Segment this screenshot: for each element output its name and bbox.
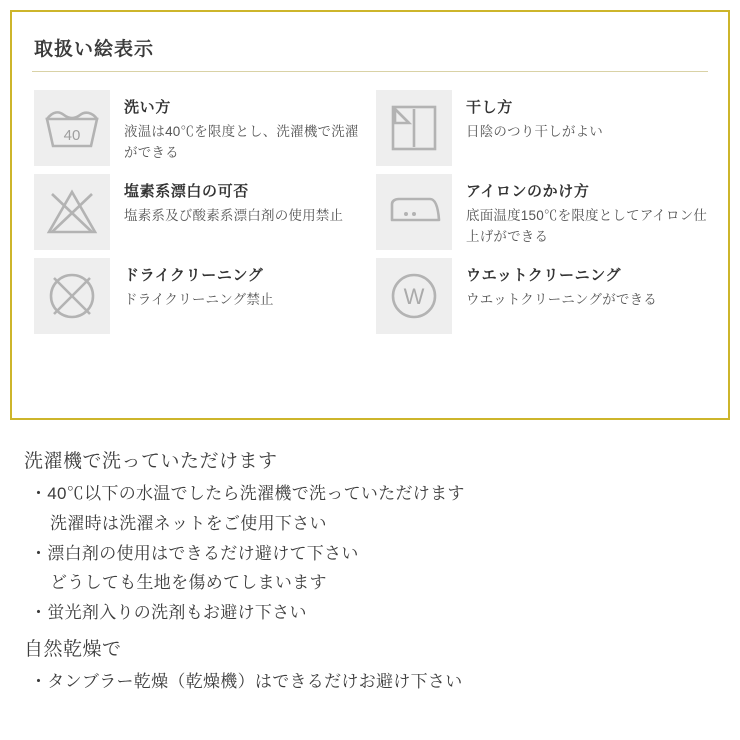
- care-item: [34, 90, 366, 166]
- care-item-head: 干し方: [466, 99, 513, 116]
- notes-section2-head: 自然乾燥で: [24, 638, 122, 660]
- care-notes: [22, 440, 722, 697]
- care-symbol-grid: [12, 72, 728, 334]
- svg-text:40: 40: [63, 127, 81, 144]
- notes-line: ・漂白剤の使用はできるだけ避けて下さい: [30, 543, 359, 563]
- no-dry-clean-circle-icon: [34, 258, 110, 334]
- care-symbol-card: [10, 10, 730, 420]
- notes-line: ・蛍光剤入りの洗剤もお避け下さい: [30, 603, 307, 622]
- care-item-desc: ウエットクリーニングができる: [466, 292, 657, 308]
- care-item: [376, 174, 708, 250]
- care-item-desc: 液温は40℃を限度とし、洗濯機で洗濯ができる: [124, 124, 359, 160]
- wash-tub-40-icon: [34, 90, 110, 166]
- wet-clean-w-circle-icon: [376, 258, 452, 334]
- care-item-head: アイロンのかけ方: [466, 183, 590, 200]
- care-item-text: [124, 258, 274, 311]
- care-item-text: [124, 90, 366, 163]
- no-bleach-triangle-icon: [34, 174, 110, 250]
- care-item-head: 洗い方: [124, 99, 171, 116]
- care-item-desc: 底面温度150℃を限度としてアイロン仕上げができる: [466, 208, 708, 244]
- care-item-desc: 日陰のつり干しがよい: [466, 124, 603, 140]
- care-item: [34, 258, 366, 334]
- care-item: [376, 90, 708, 166]
- care-item-text: [466, 258, 657, 311]
- care-item-text: [124, 174, 343, 227]
- care-item-head: ドライクリーニング: [124, 267, 264, 284]
- care-item: [34, 174, 366, 250]
- dry-shade-line-icon: [376, 90, 452, 166]
- notes-line: どうしても生地を傷めてしまいます: [50, 573, 327, 593]
- care-item-text: [466, 174, 708, 247]
- care-item-text: [466, 90, 603, 143]
- care-item-desc: 塩素系及び酸素系漂白剤の使用禁止: [124, 208, 344, 224]
- notes-section1-head: 洗濯機で洗っていただけます: [24, 451, 278, 472]
- care-item-head: ウエットクリーニング: [466, 267, 622, 284]
- card-title: 取扱い絵表示: [34, 39, 155, 60]
- care-item-head: 塩素系漂白の可否: [124, 183, 249, 200]
- iron-150-icon: [376, 174, 452, 250]
- svg-text:W: W: [403, 284, 425, 309]
- notes-line: ・40℃以下の水温でしたら洗濯機で洗っていただけます: [30, 484, 465, 503]
- care-item-desc: ドライクリーニング禁止: [124, 292, 274, 308]
- notes-line: ・タンブラー乾燥（乾燥機）はできるだけお避け下さい: [30, 671, 463, 691]
- care-item: [376, 258, 708, 334]
- notes-line: 洗濯時は洗濯ネットをご使用下さい: [50, 513, 327, 533]
